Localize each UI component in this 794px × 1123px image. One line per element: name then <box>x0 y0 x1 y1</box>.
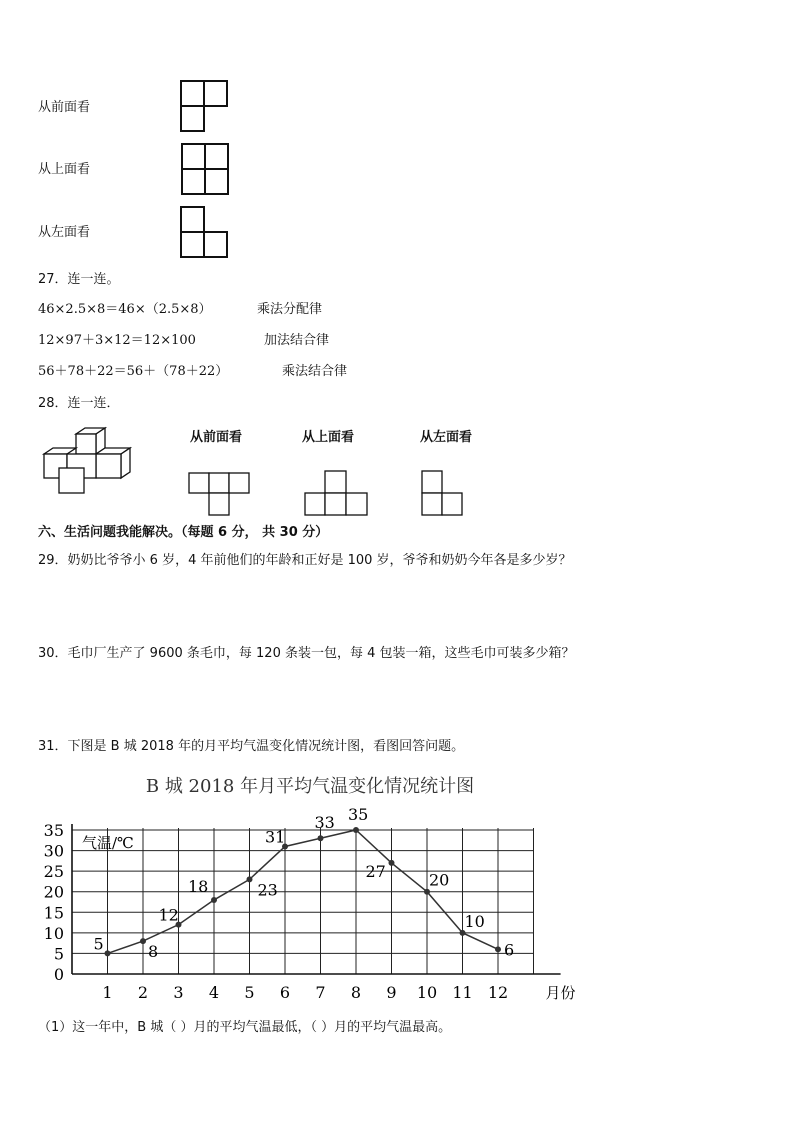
x-tick-label: 9 <box>386 983 397 1002</box>
q27-expr-1: 46×2.5×8＝46×（2.5×8） <box>38 302 212 317</box>
data-point <box>353 827 359 833</box>
y-tick-label: 15 <box>43 903 64 923</box>
chart-title: B 城 2018 年月平均气温变化情况统计图 <box>145 776 475 797</box>
data-label: 5 <box>93 934 104 954</box>
data-point <box>318 835 324 841</box>
q28-header-left: 从左面看 <box>420 430 473 445</box>
chart-grid <box>72 828 534 974</box>
data-label: 33 <box>314 813 335 833</box>
data-label: 23 <box>257 880 278 900</box>
q29-text: 29．奶奶比爷爷小 6 岁，4 年前他们的年龄和正好是 100 岁，爷爷和奶奶今年各是多少岁？ <box>38 553 572 568</box>
x-axis-label: 月份 <box>545 984 576 1002</box>
q31-sub1: （1）这一年中，B 城（ ）月的平均气温最低，（ ）月的平均气温最高。 <box>38 1020 452 1035</box>
y-tick-label: 10 <box>43 923 64 943</box>
x-tick-label: 11 <box>452 983 473 1002</box>
data-point <box>211 897 217 903</box>
q27-law-1: 乘法分配律 <box>257 302 323 317</box>
x-tick-label: 1 <box>102 983 113 1002</box>
q27-law-3: 乘法结合律 <box>282 364 348 379</box>
data-label: 8 <box>148 942 159 962</box>
y-tick-label: 25 <box>43 862 64 882</box>
q28-header-front: 从前面看 <box>190 430 243 445</box>
data-point <box>495 946 501 952</box>
data-label: 27 <box>365 861 386 881</box>
data-point <box>389 860 395 866</box>
q28-header-top: 从上面看 <box>302 430 355 445</box>
data-label: 35 <box>348 805 369 824</box>
temperature-line-chart <box>30 770 590 1006</box>
x-tick-label: 10 <box>416 983 438 1002</box>
cube-solid-figure <box>40 428 130 498</box>
y-tick-label: 20 <box>43 882 64 902</box>
x-tick-label: 2 <box>137 983 149 1002</box>
data-point <box>140 938 146 944</box>
section-6-title: 六、生活问题我能解决。（每题 6 分， 共 30 分） <box>38 525 329 540</box>
front-view-figure <box>180 80 230 134</box>
x-tick-label: 8 <box>350 983 362 1002</box>
q28-title: 28．连一连． <box>38 396 120 411</box>
q28-view-a <box>188 472 250 516</box>
y-axis-label: 气温/℃ <box>82 834 134 852</box>
q31-text: 31．下图是 B 城 2018 年的月平均气温变化情况统计图，看图回答问题。 <box>38 739 465 754</box>
data-label: 20 <box>429 870 450 890</box>
data-label: 18 <box>188 876 209 896</box>
view-label-left: 从左面看 <box>38 225 91 240</box>
q28-view-c <box>421 470 465 516</box>
data-label: 12 <box>158 905 179 925</box>
data-point <box>247 876 253 882</box>
q28-view-b <box>304 470 368 516</box>
y-tick-label: 30 <box>43 841 64 861</box>
x-tick-label: 4 <box>208 983 220 1002</box>
y-tick-label: 35 <box>43 821 64 840</box>
q30-text: 30．毛巾厂生产了 9600 条毛巾，每 120 条装一包，每 4 包装一箱，这些毛巾可装多少箱？ <box>38 646 575 661</box>
q27-title: 27．连一连。 <box>38 272 120 287</box>
x-tick-label: 6 <box>279 983 291 1002</box>
view-label-front: 从前面看 <box>38 100 91 115</box>
x-tick-label: 5 <box>244 983 255 1002</box>
data-label: 10 <box>464 911 485 931</box>
y-tick-label: 0 <box>53 965 64 984</box>
x-tick-label: 12 <box>487 983 509 1002</box>
data-point <box>105 950 111 956</box>
q27-expr-3: 56＋78＋22＝56＋（78＋22） <box>38 364 229 379</box>
x-tick-label: 3 <box>173 983 184 1002</box>
y-tick-label: 5 <box>53 944 64 964</box>
x-tick-label: 7 <box>315 983 326 1002</box>
data-label: 6 <box>504 940 515 960</box>
left-view-figure <box>180 206 230 260</box>
data-label: 31 <box>265 827 286 847</box>
top-view-figure <box>181 143 231 197</box>
q27-law-2: 加法结合律 <box>264 333 330 348</box>
view-label-top: 从上面看 <box>38 162 91 177</box>
q27-expr-2: 12×97＋3×12＝12×100 <box>38 333 196 348</box>
